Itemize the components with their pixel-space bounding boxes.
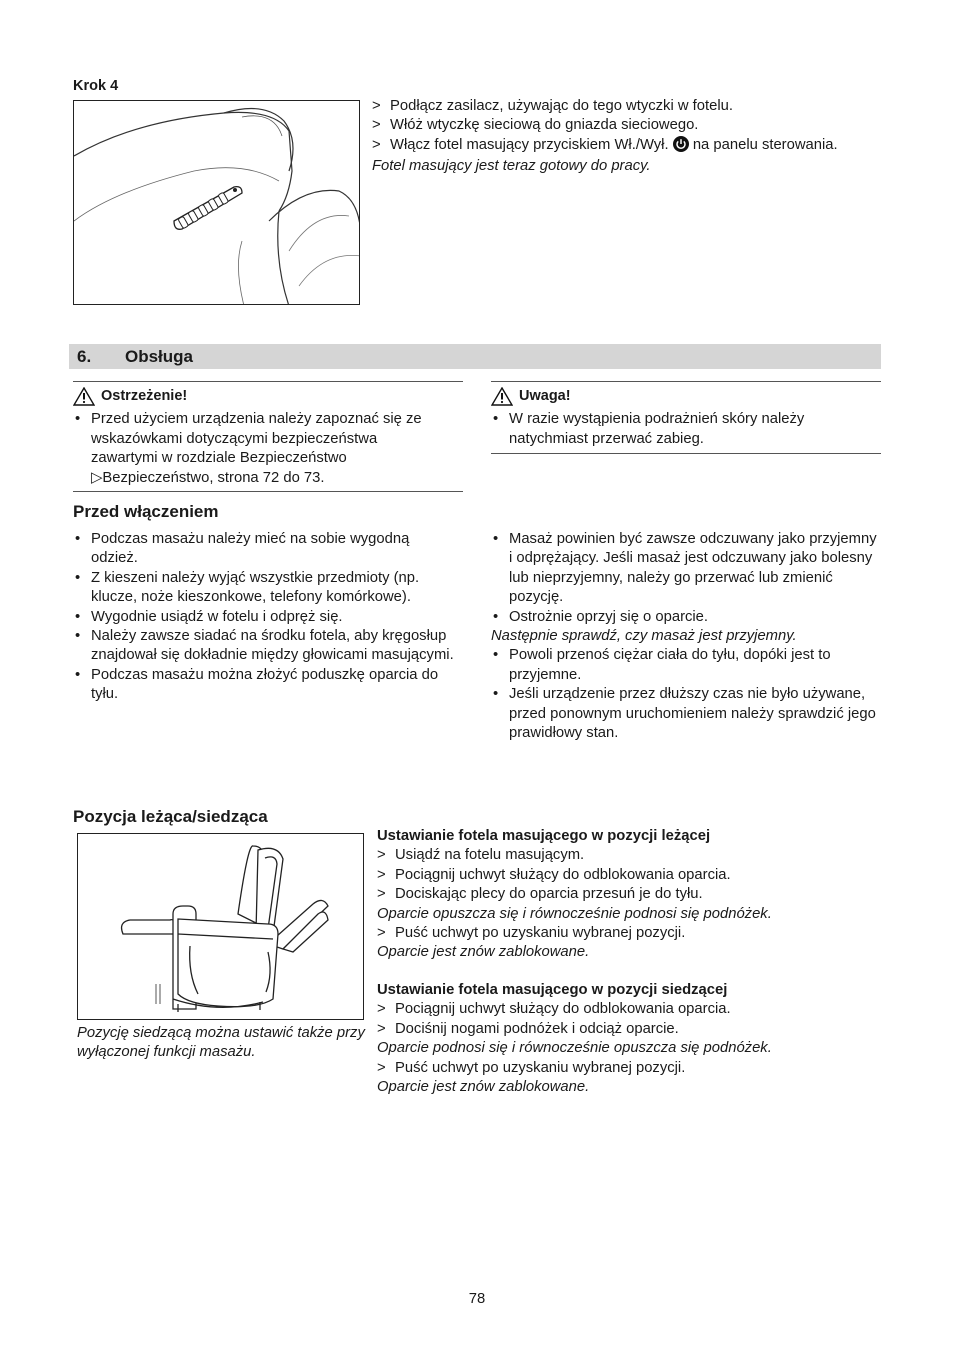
- list-item: • Ostrożnie oprzyj się o oparcie.: [491, 608, 881, 627]
- section-header: [69, 344, 881, 369]
- sitting-step: > Dociśnij nogami podnóżek i odciąż oparcie.: [377, 1020, 882, 1039]
- position-heading: Pozycja leżąca/siedząca: [73, 807, 268, 826]
- position-caption: Pozycję siedzącą można ustawić także przy wyłączonej funkcji masażu.: [77, 1025, 365, 1061]
- section-number: 6.: [77, 347, 92, 366]
- reclining-chair-illustration: [78, 834, 364, 1020]
- control-panel-figure: [73, 100, 360, 305]
- lying-step: > Dociskając plecy do oparcia przesuń je do tyłu.: [377, 885, 882, 904]
- sitting-step: > Puść uchwyt po uzyskaniu wybranej pozycji.: [377, 1059, 882, 1078]
- list-item: • Masaż powinien być zawsze odczuwany jako przyjemny i odprężający. Jeśli masaż jest odczuwany jako bolesny lub nieprzyjemny, należy go przerwać lub zmienić pozycję.: [491, 530, 881, 608]
- lying-note: Oparcie opuszcza się i równocześnie podnosi się podnóżek.: [377, 905, 772, 922]
- step-result: Fotel masujący jest teraz gotowy do pracy.: [372, 158, 651, 175]
- step-label: Krok 4: [73, 78, 119, 94]
- lying-title: Ustawianie fotela masującego w pozycji leżącej: [377, 828, 711, 844]
- list-item: • Podczas masażu należy mieć na sobie wygodną odzież.: [73, 530, 458, 569]
- before-left-list: [73, 530, 458, 705]
- before-note: Następnie sprawdź, czy masaż jest przyjemny.: [491, 628, 797, 645]
- caution-item: • W razie wystąpienia podrażnień skóry należy natychmiast przerwać zabieg.: [491, 410, 851, 449]
- warning-box: [73, 387, 463, 488]
- instruction-power-on: > Włącz fotel masujący przyciskiem Wł./Wył. na panelu sterowania.: [372, 136, 882, 155]
- lying-step: > Usiądź na fotelu masującym.: [377, 846, 882, 865]
- before-right-column: [491, 530, 881, 743]
- power-icon: [673, 136, 689, 152]
- list-item: • Powoli przenoś ciężar ciała do tyłu, dopóki jest to przyjemne.: [491, 646, 881, 685]
- warning-bottom-rule: [73, 491, 463, 492]
- sitting-note: Oparcie jest znów zablokowane.: [377, 1079, 590, 1096]
- list-item: • Wygodnie usiądź w fotelu i odpręż się.: [73, 608, 458, 627]
- sitting-title: Ustawianie fotela masującego w pozycji siedzącej: [377, 982, 728, 998]
- sitting-note: Oparcie podnosi się i równocześnie opuszcza się podnóżek.: [377, 1040, 772, 1057]
- instruction-plug-in: > Włóż wtyczkę sieciową do gniazda sieciowego.: [372, 116, 882, 135]
- page-number: 78: [468, 1291, 486, 1307]
- lying-step: > Puść uchwyt po uzyskaniu wybranej pozycji.: [377, 924, 882, 943]
- lying-instructions: [377, 827, 882, 963]
- lying-step: > Pociągnij uchwyt służący do odblokowania oparcia.: [377, 866, 882, 885]
- list-item: • Z kieszeni należy wyjąć wszystkie przedmioty (np. klucze, noże kieszonkowe, telefony komórkowe).: [73, 569, 458, 608]
- lying-note: Oparcie jest znów zablokowane.: [377, 944, 590, 961]
- warning-item: • Przed użyciem urządzenia należy zapoznać się ze wskazówkami dotyczącymi bezpieczeństwa zawartymi w rozdziale Bezpieczeństwo ▷Bezpieczeństwo, strona 72 do 73.: [73, 410, 443, 488]
- list-item: • Jeśli urządzenie przez dłuższy czas nie było używane, przed ponownym uruchomieniem należy sprawdzić jego prawidłowy stan.: [491, 685, 881, 743]
- warning-reference: Bezpieczeństwo, strona 72 do 73.: [102, 469, 325, 486]
- recline-figure: [77, 833, 364, 1020]
- sitting-step: > Pociągnij uchwyt służący do odblokowania oparcia.: [377, 1000, 882, 1019]
- caution-title-row: [491, 387, 881, 406]
- warning-triangle-icon: [491, 387, 513, 406]
- chair-armrest-illustration: [74, 101, 360, 305]
- sitting-instructions: [377, 981, 882, 1097]
- section-title: Obsługa: [125, 347, 194, 366]
- warning-triangle-icon: [73, 387, 95, 406]
- list-item: • Należy zawsze siadać na środku fotela, aby kręgosłup znajdował się dokładnie między głowicami masującymi.: [73, 627, 458, 666]
- step-instructions: [372, 97, 882, 177]
- warning-top-rule: [73, 381, 463, 382]
- warning-title-row: [73, 387, 463, 406]
- caution-top-rule: [491, 381, 881, 382]
- before-heading: Przed włączeniem: [73, 502, 219, 521]
- caution-box: [491, 387, 881, 449]
- warning-title: Ostrzeżenie!: [101, 388, 188, 404]
- caution-title: Uwaga!: [519, 388, 571, 404]
- reference-arrow-icon: ▷: [91, 469, 103, 486]
- list-item: • Podczas masażu można złożyć poduszkę oparcia do tyłu.: [73, 666, 458, 705]
- instruction-connect-adapter: > Podłącz zasilacz, używając do tego wtyczki w fotelu.: [372, 97, 882, 116]
- caution-bottom-rule: [491, 453, 881, 454]
